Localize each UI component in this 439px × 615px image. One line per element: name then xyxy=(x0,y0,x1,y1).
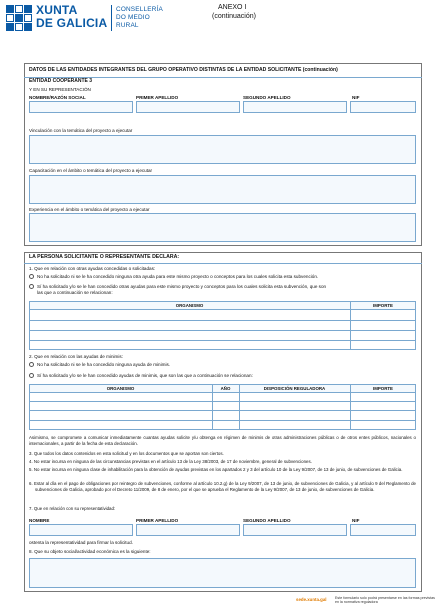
annex-title: ANEXO I xyxy=(218,4,247,11)
entity-subtitle: ENTIDAD COOPERANTE 3 xyxy=(29,78,93,84)
q1-option1-label: No ha solicitado ni se le ha concedido ninguna otra ayuda para este mismo proyecto o conceptos para los cuales solicita esta subvención. xyxy=(37,274,319,279)
section-entities-title: DATOS DE LAS ENTIDADES INTEGRANTES DEL GRUPO OPERATIVO DISTINTAS DE LA ENTIDAD SOLICITANTE (continuación) xyxy=(29,67,338,73)
activity-textarea[interactable] xyxy=(29,558,416,588)
minimis-col-year: AÑO xyxy=(220,386,231,391)
rep-label-nif: NIF xyxy=(352,518,360,523)
q1-option1-radio[interactable] xyxy=(29,274,34,279)
aid-table-col-divider xyxy=(350,301,351,350)
commitment-text: Asimismo, se compromete a comunicar inmediatamente cuantas ayudas solicite y/u obtenga en régimen de minimis de otras administraciones públicas o de otros entes públicos, nacionales o internacionales, a partir de la fecha de esta declaración. xyxy=(29,435,416,446)
label-nif: NIF xyxy=(352,95,360,100)
minimis-col-divider xyxy=(350,384,351,430)
declaration-8: 8. Que su objeto social/actividad económica es la siguiente: xyxy=(29,549,151,554)
org-line1: CONSELLERÍA xyxy=(116,6,163,13)
brand-line2: DE GALICIA xyxy=(36,16,108,30)
rep-label-second: SEGUNDO APELLIDO xyxy=(243,518,291,523)
q2-option2-radio[interactable] xyxy=(29,373,34,378)
q1-option2-label: Sí ha solicitado y/o se le han concedido otras ayudas para este mismo proyecto y conceptos para los cuales solicita esta subvención, que son xyxy=(37,284,327,289)
declaration-4: 4. No estar incursa en ninguna de las circunstancias previstas en el artículo 13 de la Ley 38/2003, de 17 de noviembre, general de subvenciones. xyxy=(29,459,312,464)
minimis-col-divider xyxy=(212,384,213,430)
declaration-5: 5. No estar incursa en ninguna clase de inhabilitación para la obtención de ayudas previstas en los apartados 2 y 3 del artículo 10 de la Ley 9/2007, de 13 de junio, de subvenciones de Galicia. xyxy=(29,467,403,472)
label-capacitacion: Capacitación en el ámbito o temática del proyecto a ejecutar xyxy=(29,168,153,173)
sede-link[interactable]: sede.xunta.gal xyxy=(296,597,327,602)
minimis-col-organism: ORGANISMO xyxy=(106,386,135,391)
rep-text: ostenta la representatividad para firmar la solicitud. xyxy=(29,540,133,545)
capacitacion-textarea[interactable] xyxy=(29,175,416,204)
rep-name-input[interactable] xyxy=(29,524,133,536)
q2-option2-label: Sí ha solicitado y/o se le han concedido ayudas de minimis, que son las que a continuación se relacionan: xyxy=(37,373,253,378)
org-line2: DO MEDIO xyxy=(116,14,150,21)
rep-label-name: NOMBRE xyxy=(29,518,50,523)
first-surname-input[interactable] xyxy=(136,101,240,113)
declaration-7: 7. Que en relación con su representatividad: xyxy=(29,506,116,511)
rep-first-input[interactable] xyxy=(136,524,240,536)
footer-note: Este formulario solo podrá presentarse en las formas previstas en la normativa reguladora xyxy=(335,596,435,605)
experiencia-textarea[interactable] xyxy=(29,213,416,242)
table-row[interactable] xyxy=(29,410,416,411)
name-input[interactable] xyxy=(29,101,133,113)
minimis-col-divider xyxy=(239,384,240,430)
brand-line1: XUNTA xyxy=(36,3,78,17)
label-vinculacion: Vinculación con la temática del proyecto a ejecutar xyxy=(29,128,133,133)
table-row[interactable] xyxy=(29,420,416,421)
nif-input[interactable] xyxy=(350,101,416,113)
declaration-6: 6. Estar al día en el pago de obligaciones por reintegro de subvenciones, conforme al artículo 10.2.g) de la Ley 9/2007, de 13 de junio, de subvenciones de Galicia, y al artículo 9 del Reglamento de subvenciones de Galicia, aprobado por el Decreto 11/2009, de 8 de enero, por el que se aprueba el Reglamento de la Ley 9/2007, de 13 de junio, de subvenciones de Galicia. xyxy=(29,481,416,492)
table-row[interactable] xyxy=(29,340,416,341)
label-experiencia: Experiencia en el ámbito o temática del proyecto a ejecutar xyxy=(29,207,150,212)
rep-nif-input[interactable] xyxy=(350,524,416,536)
declaration-3: 3. Que todos los datos contenidos en esta solicitud y en los documentos que se aportan son ciertos. xyxy=(29,451,224,456)
header-divider xyxy=(111,5,112,31)
q2-text: 2. Que en relación con las ayudas de minimis: xyxy=(29,354,123,359)
xunta-logo xyxy=(6,5,32,31)
label-name: NOMBRE/RAZÓN SOCIAL xyxy=(29,95,86,100)
aid-col-amount: IMPORTE xyxy=(372,303,393,308)
org-line3: RURAL xyxy=(116,22,139,29)
q1-option2-label-cont: las que a continuación se relacionan: xyxy=(37,290,113,295)
annex-subtitle: (continuación) xyxy=(212,13,256,20)
divider xyxy=(24,263,422,264)
aid-col-organism: ORGANISMO xyxy=(175,303,204,308)
vinculacion-textarea[interactable] xyxy=(29,135,416,164)
table-row[interactable] xyxy=(29,330,416,331)
table-row[interactable] xyxy=(29,401,416,402)
second-surname-input[interactable] xyxy=(243,101,347,113)
table-row[interactable] xyxy=(29,320,416,321)
section-declaration-title: LA PERSONA SOLICITANTE O REPRESENTANTE DECLARA: xyxy=(29,254,180,260)
q1-option2-radio[interactable] xyxy=(29,284,34,289)
q2-option1-radio[interactable] xyxy=(29,362,34,367)
rep-second-input[interactable] xyxy=(243,524,347,536)
rep-label: Y EN SU REPRESENTACIÓN xyxy=(29,87,91,92)
rep-label-first: PRIMER APELLIDO xyxy=(136,518,179,523)
label-first-surname: PRIMER APELLIDO xyxy=(136,95,179,100)
minimis-col-regulation: DISPOSICIÓN REGULADORA xyxy=(263,386,326,391)
minimis-col-amount: IMPORTE xyxy=(372,386,393,391)
label-second-surname: SEGUNDO APELLIDO xyxy=(243,95,291,100)
q2-option1-label: No ha solicitado ni se le ha concedido ninguna ayuda de minimis. xyxy=(37,362,171,367)
q1-text: 1. Que en relación con otras ayudas concedidas o solicitadas: xyxy=(29,266,156,271)
